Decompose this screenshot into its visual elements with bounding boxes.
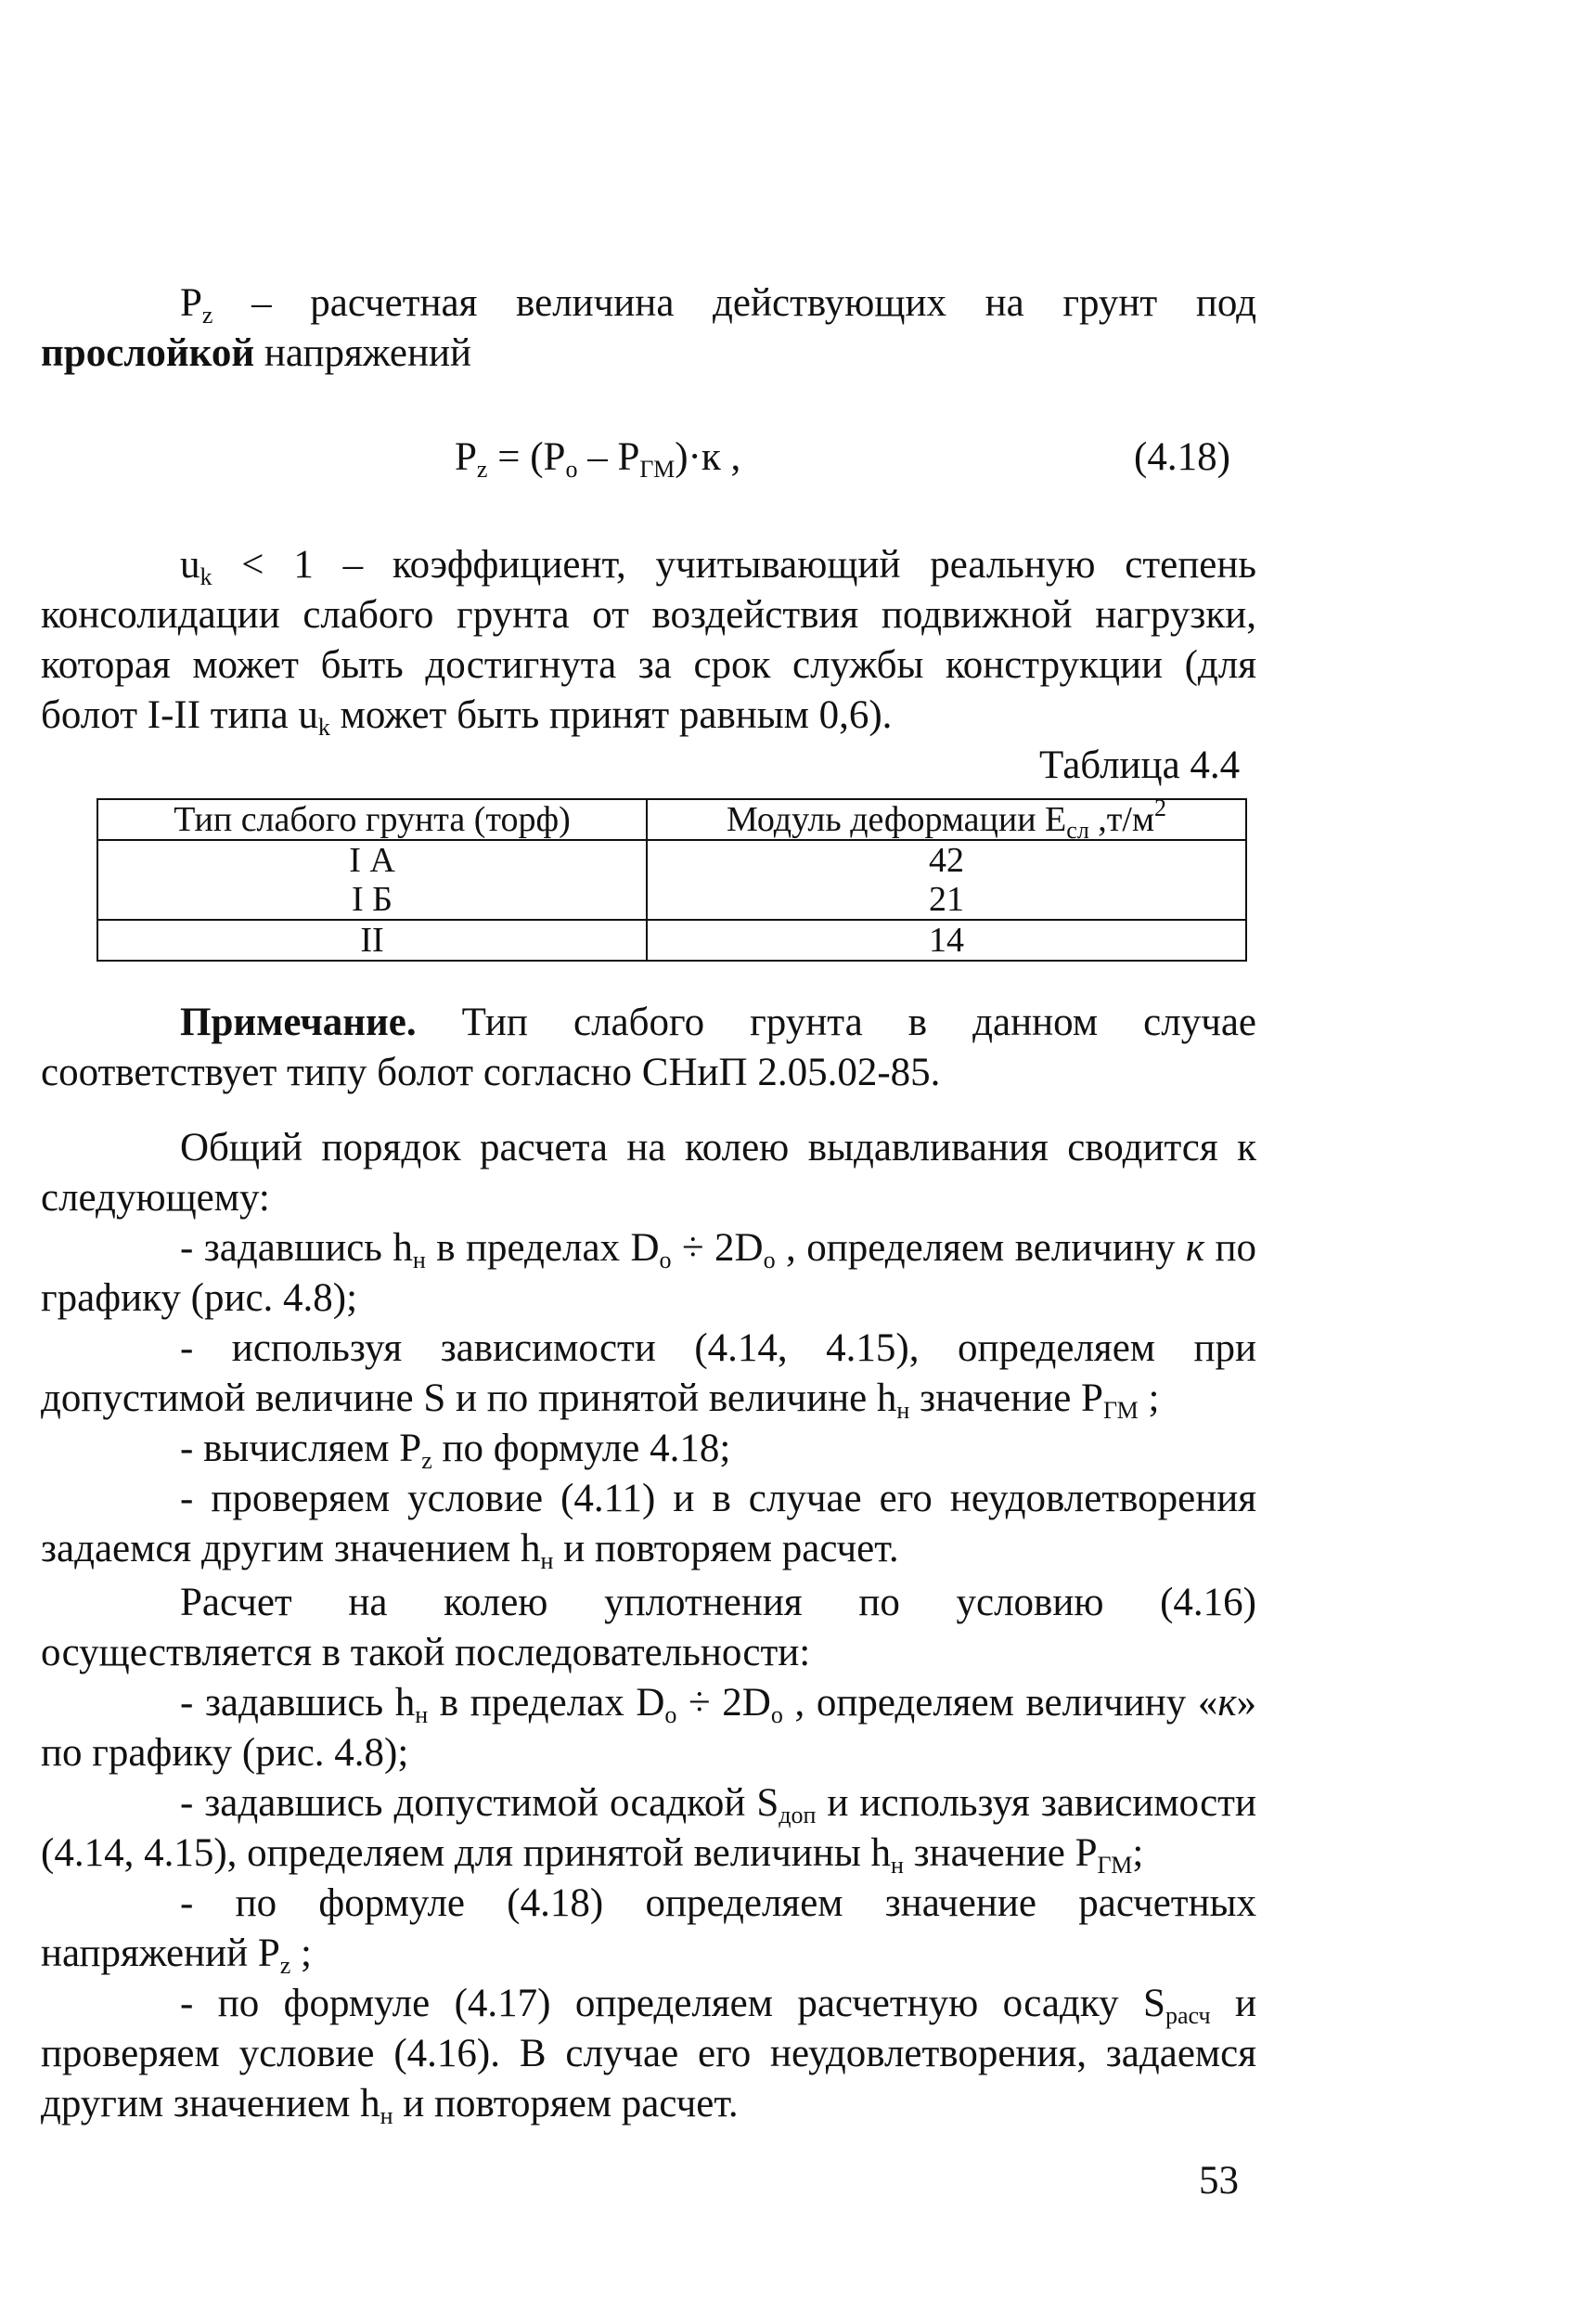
- table-4-4: [97, 795, 1247, 962]
- table-row: [97, 840, 1246, 880]
- list-item: - по формуле (4.18) определяем значение расчетных напряжений $P_z$ ;: [41, 1881, 1256, 1979]
- subscript: z: [201, 302, 213, 329]
- formula-number: (4.18): [1134, 435, 1230, 479]
- table-cell: II: [97, 920, 647, 961]
- list-item: - вычисляем $P_z$ по формуле 4.18;: [180, 1427, 731, 1474]
- note: Примечание. Тип слабого грунта в данном случае соответствует типу болот согласно СНиП 2.05.02-85.: [41, 1001, 1256, 1094]
- list-item: - задавшись $h_н$ в пределах $D_о \div 2D_о$ , определяем величину «к» по графику (рис. 4.8);: [41, 1681, 1256, 1775]
- general-procedure: [41, 1123, 1256, 1574]
- table-cell: 14: [647, 920, 1246, 961]
- table-row: [97, 880, 1246, 920]
- table-caption: Таблица 4.4: [1039, 743, 1241, 787]
- pz-definition: [41, 278, 1256, 379]
- header-cell: Тип слабого грунта (торф): [97, 799, 647, 840]
- list-item: - задавшись допустимой осадкой $S_{доп}$ и используя зависимости (4.14, 4.15), определяем для принятой величины $h_н$ значение $P_{ГМ}$;: [41, 1781, 1256, 1879]
- paragraph: Общий порядок расчета на колею выдавливания сводится к следующему:: [41, 1126, 1256, 1220]
- page-number: 53: [1199, 2159, 1239, 2203]
- list-item: - проверяем условие (4.11) и в случае его неудовлетворения задаемся другим значением $h_н$ и повторяем расчет.: [41, 1477, 1256, 1574]
- table-header: [97, 799, 1246, 840]
- table-row: [97, 920, 1246, 961]
- header-cell: Модуль деформации $E_{сл}$ $,т/м^2$: [647, 799, 1246, 840]
- table-cell: I А: [97, 840, 647, 880]
- table-cell: I Б: [97, 880, 647, 920]
- text: напряжений: [254, 331, 472, 375]
- bold-word: прослойкой: [41, 331, 255, 375]
- table-cell: 21: [647, 880, 1246, 920]
- table-cell: 42: [647, 840, 1246, 880]
- paragraph: Расчет на колею уплотнения по условию (4.16) осуществляется в такой последовательности:: [41, 1581, 1256, 1674]
- list-item: - используя зависимости (4.14, 4.15), определяем при допустимой величине S и по принятой величине $h_н$ значение $P_{ГМ}$ ;: [41, 1326, 1256, 1424]
- text: – расчетная величина действующих на грунт под: [212, 281, 1256, 325]
- compaction-procedure: [41, 1578, 1256, 2129]
- formula-4-18: $P_z = (P_o - P_{ГМ})\cdot к$ ,: [455, 435, 741, 483]
- symbol: P: [180, 281, 202, 325]
- list-item: - задавшись $h_н$ в пределах $D_о \div 2D_о$ , определяем величину к по графику (рис. 4.8);: [41, 1226, 1256, 1320]
- list-item: - по формуле (4.17) определяем расчетную осадку $S_{расч}$ и проверяем условие (4.16). В случае его неудовлетворения, задаемся другим значением $h_н$ и повторяем расчет.: [41, 1982, 1256, 2129]
- uk-definition: $u_k < 1$ – коэффициент, учитывающий реальную степень консолидации слабого грунта от воздействия подвижной нагрузки, которая может быть достигнута за срок службы конструкции (для болот I-II типа $u_k$ может быть принят равным 0,6).: [41, 543, 1256, 741]
